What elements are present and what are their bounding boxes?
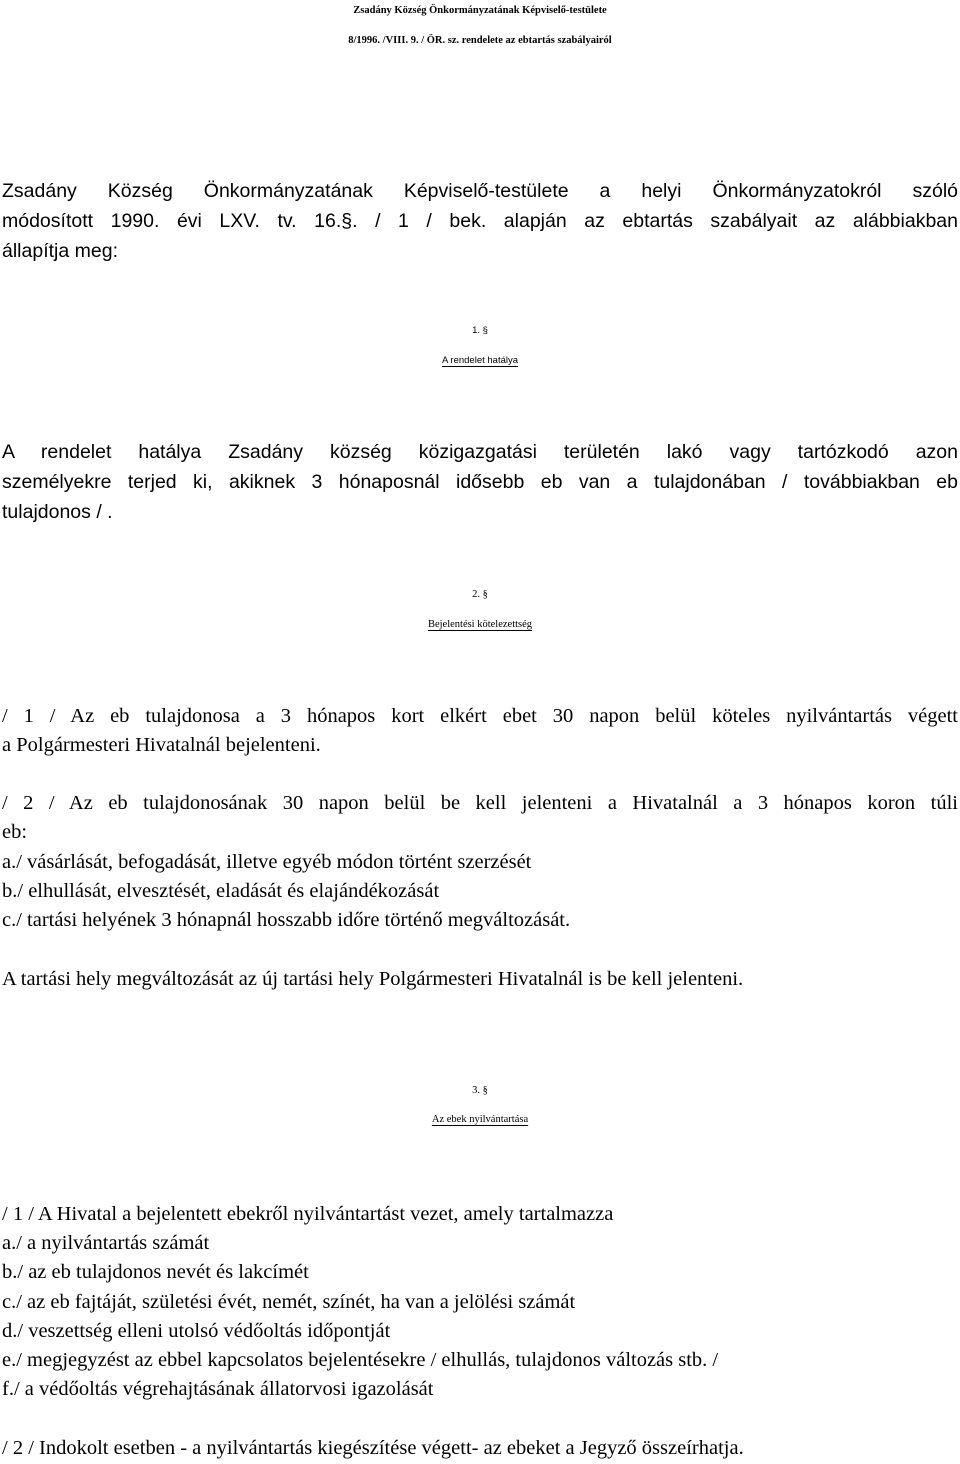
preamble-line-3: állapítja meg:: [2, 240, 118, 262]
section-3-para-1: / 1 / A Hivatal a bejelentett ebekről nyilvántartást vezet, amely tartalmazza: [2, 1203, 614, 1225]
section-2-para-1-line-1: / 1 / Az eb tulajdonosa a 3 hónapos kort elkért ebet 30 napon belül köteles nyilvántartás végett: [2, 705, 958, 727]
section-3-para-2: / 2 / Indokolt esetben - a nyilvántartás kiegészítése végett- az ebeket a Jegyző összeírhatja.: [2, 1437, 744, 1459]
preamble-line-1: Zsadány Község Önkormányzatának Képviselő-testülete a helyi Önkormányzatokról szóló: [2, 180, 958, 202]
section-2-heading: Bejelentési kötelezettség: [427, 619, 533, 630]
section-2-para-2-line-2: eb:: [2, 821, 28, 843]
section-3-item-c: c./ az eb fajtáját, születési évét, nemét, színét, ha van a jelölési számát: [2, 1291, 576, 1313]
section-3-number: 3. §: [472, 1085, 488, 1096]
section-2-para-1-line-2: a Polgármesteri Hivatalnál bejelenteni.: [2, 734, 321, 756]
section-1-line-2: személyekre terjed ki, akiknek 3 hónaposnál idősebb eb van a tulajdonában / továbbiakban eb: [2, 471, 958, 493]
section-3-item-b: b./ az eb tulajdonos nevét és lakcímét: [2, 1261, 309, 1283]
section-3-heading: Az ebek nyilvántartása: [431, 1114, 529, 1125]
section-3-item-a: a./ a nyilvántartás számát: [2, 1232, 210, 1254]
section-2-item-b: b./ elhullását, elvesztését, eladását és elajándékozását: [2, 880, 440, 902]
section-3-item-f: f./ a védőoltás végrehajtásának állatorvosi igazolását: [2, 1378, 434, 1400]
section-1-line-1: A rendelet hatálya Zsadány község közigazgatási területén lakó vagy tartózkodó azon: [2, 441, 958, 463]
section-3-item-e: e./ megjegyzést az ebbel kapcsolatos bejelentésekre / elhullás, tulajdonos változás stb. /: [2, 1349, 719, 1371]
document-title-line-2: 8/1996. /VIII. 9. / ÖR. sz. rendelete az ebtartás szabályairól: [348, 35, 612, 46]
section-1-heading: A rendelet hatálya: [441, 355, 519, 366]
preamble-line-2: módosított 1990. évi LXV. tv. 16.§. / 1 / bek. alapján az ebtartás szabályait az alábbiakban: [2, 210, 958, 232]
section-2-para-2-line-1: / 2 / Az eb tulajdonosának 30 napon belül be kell jelenteni a Hivatalnál a 3 hónapos koron túli: [2, 792, 958, 814]
section-3-item-d: d./ veszettség elleni utolsó védőoltás időpontját: [2, 1320, 391, 1342]
section-2-para-3: A tartási hely megváltozását az új tartási hely Polgármesteri Hivatalnál is be kell jelenteni.: [2, 968, 744, 990]
document-title-line-1: Zsadány Község Önkormányzatának Képviselő-testülete: [353, 5, 607, 16]
section-1-number: 1. §: [472, 325, 488, 336]
section-1-line-3: tulajdonos / .: [2, 501, 113, 523]
section-2-number: 2. §: [472, 589, 488, 600]
section-2-item-a: a./ vásárlását, befogadását, illetve egyéb módon történt szerzését: [2, 851, 532, 873]
section-2-item-c: c./ tartási helyének 3 hónapnál hosszabb időre történő megváltozását.: [2, 909, 571, 931]
